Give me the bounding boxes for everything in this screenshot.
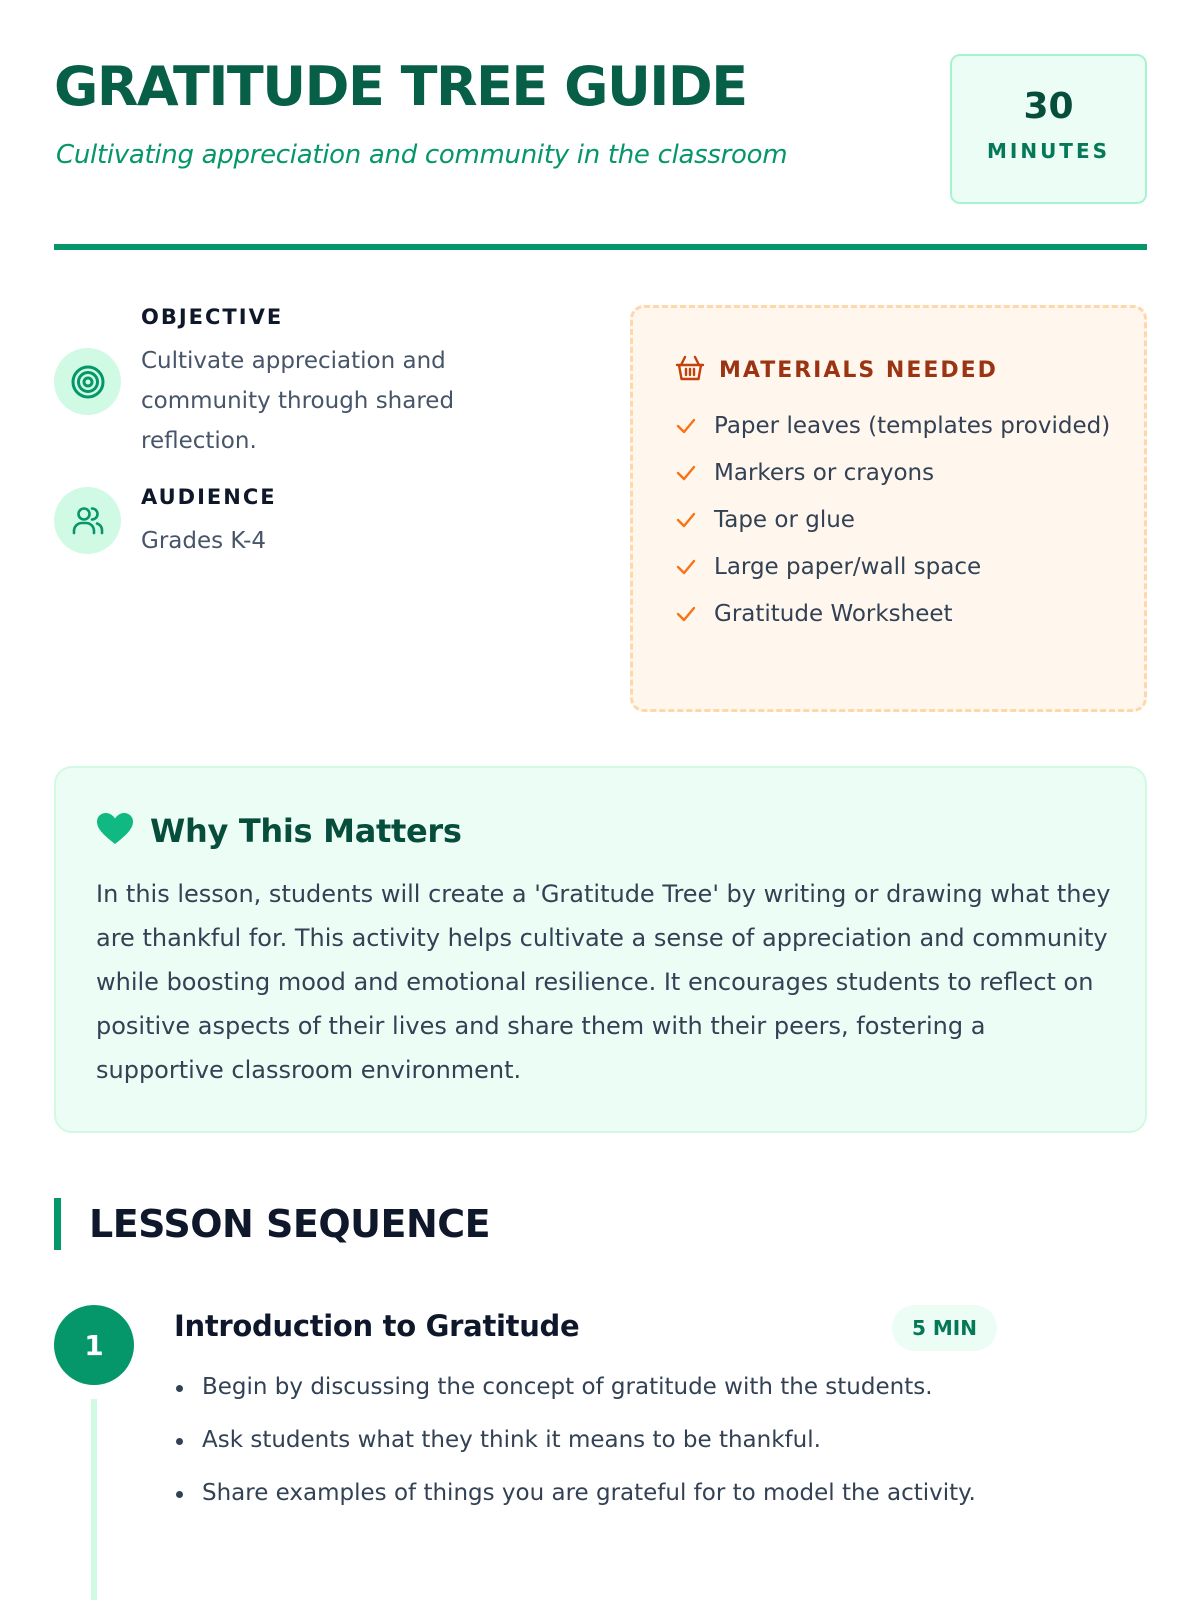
materials-panel (630, 305, 1147, 712)
material-item (675, 547, 1115, 587)
duration-unit: MINUTES (986, 139, 1111, 163)
materials-list (675, 406, 1115, 641)
check-icon (675, 462, 697, 484)
material-item (675, 453, 1115, 493)
step-time-badge: 5 MIN (892, 1305, 997, 1351)
step-title: Introduction to Gratitude (174, 1309, 580, 1343)
material-item-text: Gratitude Worksheet (714, 601, 953, 627)
audience-label: AUDIENCE (141, 485, 277, 509)
material-item-text: Markers or crayons (714, 460, 935, 486)
lesson-step (54, 1305, 1147, 1600)
objective-block (54, 305, 574, 455)
check-icon (675, 415, 697, 437)
header (54, 54, 1147, 204)
check-icon (675, 556, 697, 578)
materials-header (675, 354, 998, 386)
header-divider (54, 244, 1147, 250)
why-section (54, 766, 1147, 1133)
why-header (96, 812, 462, 850)
step-bullet: Begin by discussing the concept of gratitude with the students. (174, 1361, 1074, 1414)
objective-text: Cultivate appreciation and community through shared reflection. (141, 348, 455, 454)
step-timeline-line (91, 1399, 97, 1600)
check-icon (675, 603, 697, 625)
page-subtitle: Cultivating appreciation and community in the classroom (56, 140, 788, 170)
step-bullets (174, 1361, 1074, 1520)
material-item (675, 594, 1115, 634)
material-item-text: Tape or glue (714, 507, 855, 533)
step-bullet: Share examples of things you are grateful for to model the activity. (174, 1467, 1074, 1520)
lesson-sequence-title: LESSON SEQUENCE (89, 1202, 491, 1246)
basket-icon (675, 354, 705, 386)
audience-text: Grades K-4 (141, 528, 267, 554)
duration-badge (950, 54, 1147, 204)
users-icon (54, 487, 121, 554)
target-icon (54, 348, 121, 415)
why-body: In this lesson, students will create a 'Gratitude Tree' by writing or drawing what they are thankful for. This activity helps cultivate a sense of appreciation and community while boosting mood and emotional resilience. It encourages students to reflect on positive aspects of their lives and share them with their peers, fostering a supportive classroom environment. (96, 880, 1111, 1084)
duration-value: 30 (1023, 86, 1074, 127)
lesson-sequence-heading (54, 1198, 490, 1250)
material-item-text: Large paper/wall space (714, 554, 982, 580)
step-number: 1 (54, 1305, 134, 1385)
materials-label: MATERIALS NEEDED (719, 357, 998, 383)
check-icon (675, 509, 697, 531)
material-item-text: Paper leaves (templates provided) (714, 413, 1111, 439)
page-title: GRATITUDE TREE GUIDE (54, 55, 747, 118)
audience-block (54, 485, 574, 565)
objective-label: OBJECTIVE (141, 305, 284, 329)
material-item (675, 406, 1115, 446)
heart-icon (96, 812, 134, 850)
step-bullet: Ask students what they think it means to be thankful. (174, 1414, 1074, 1467)
material-item (675, 500, 1115, 540)
why-title: Why This Matters (150, 812, 462, 850)
